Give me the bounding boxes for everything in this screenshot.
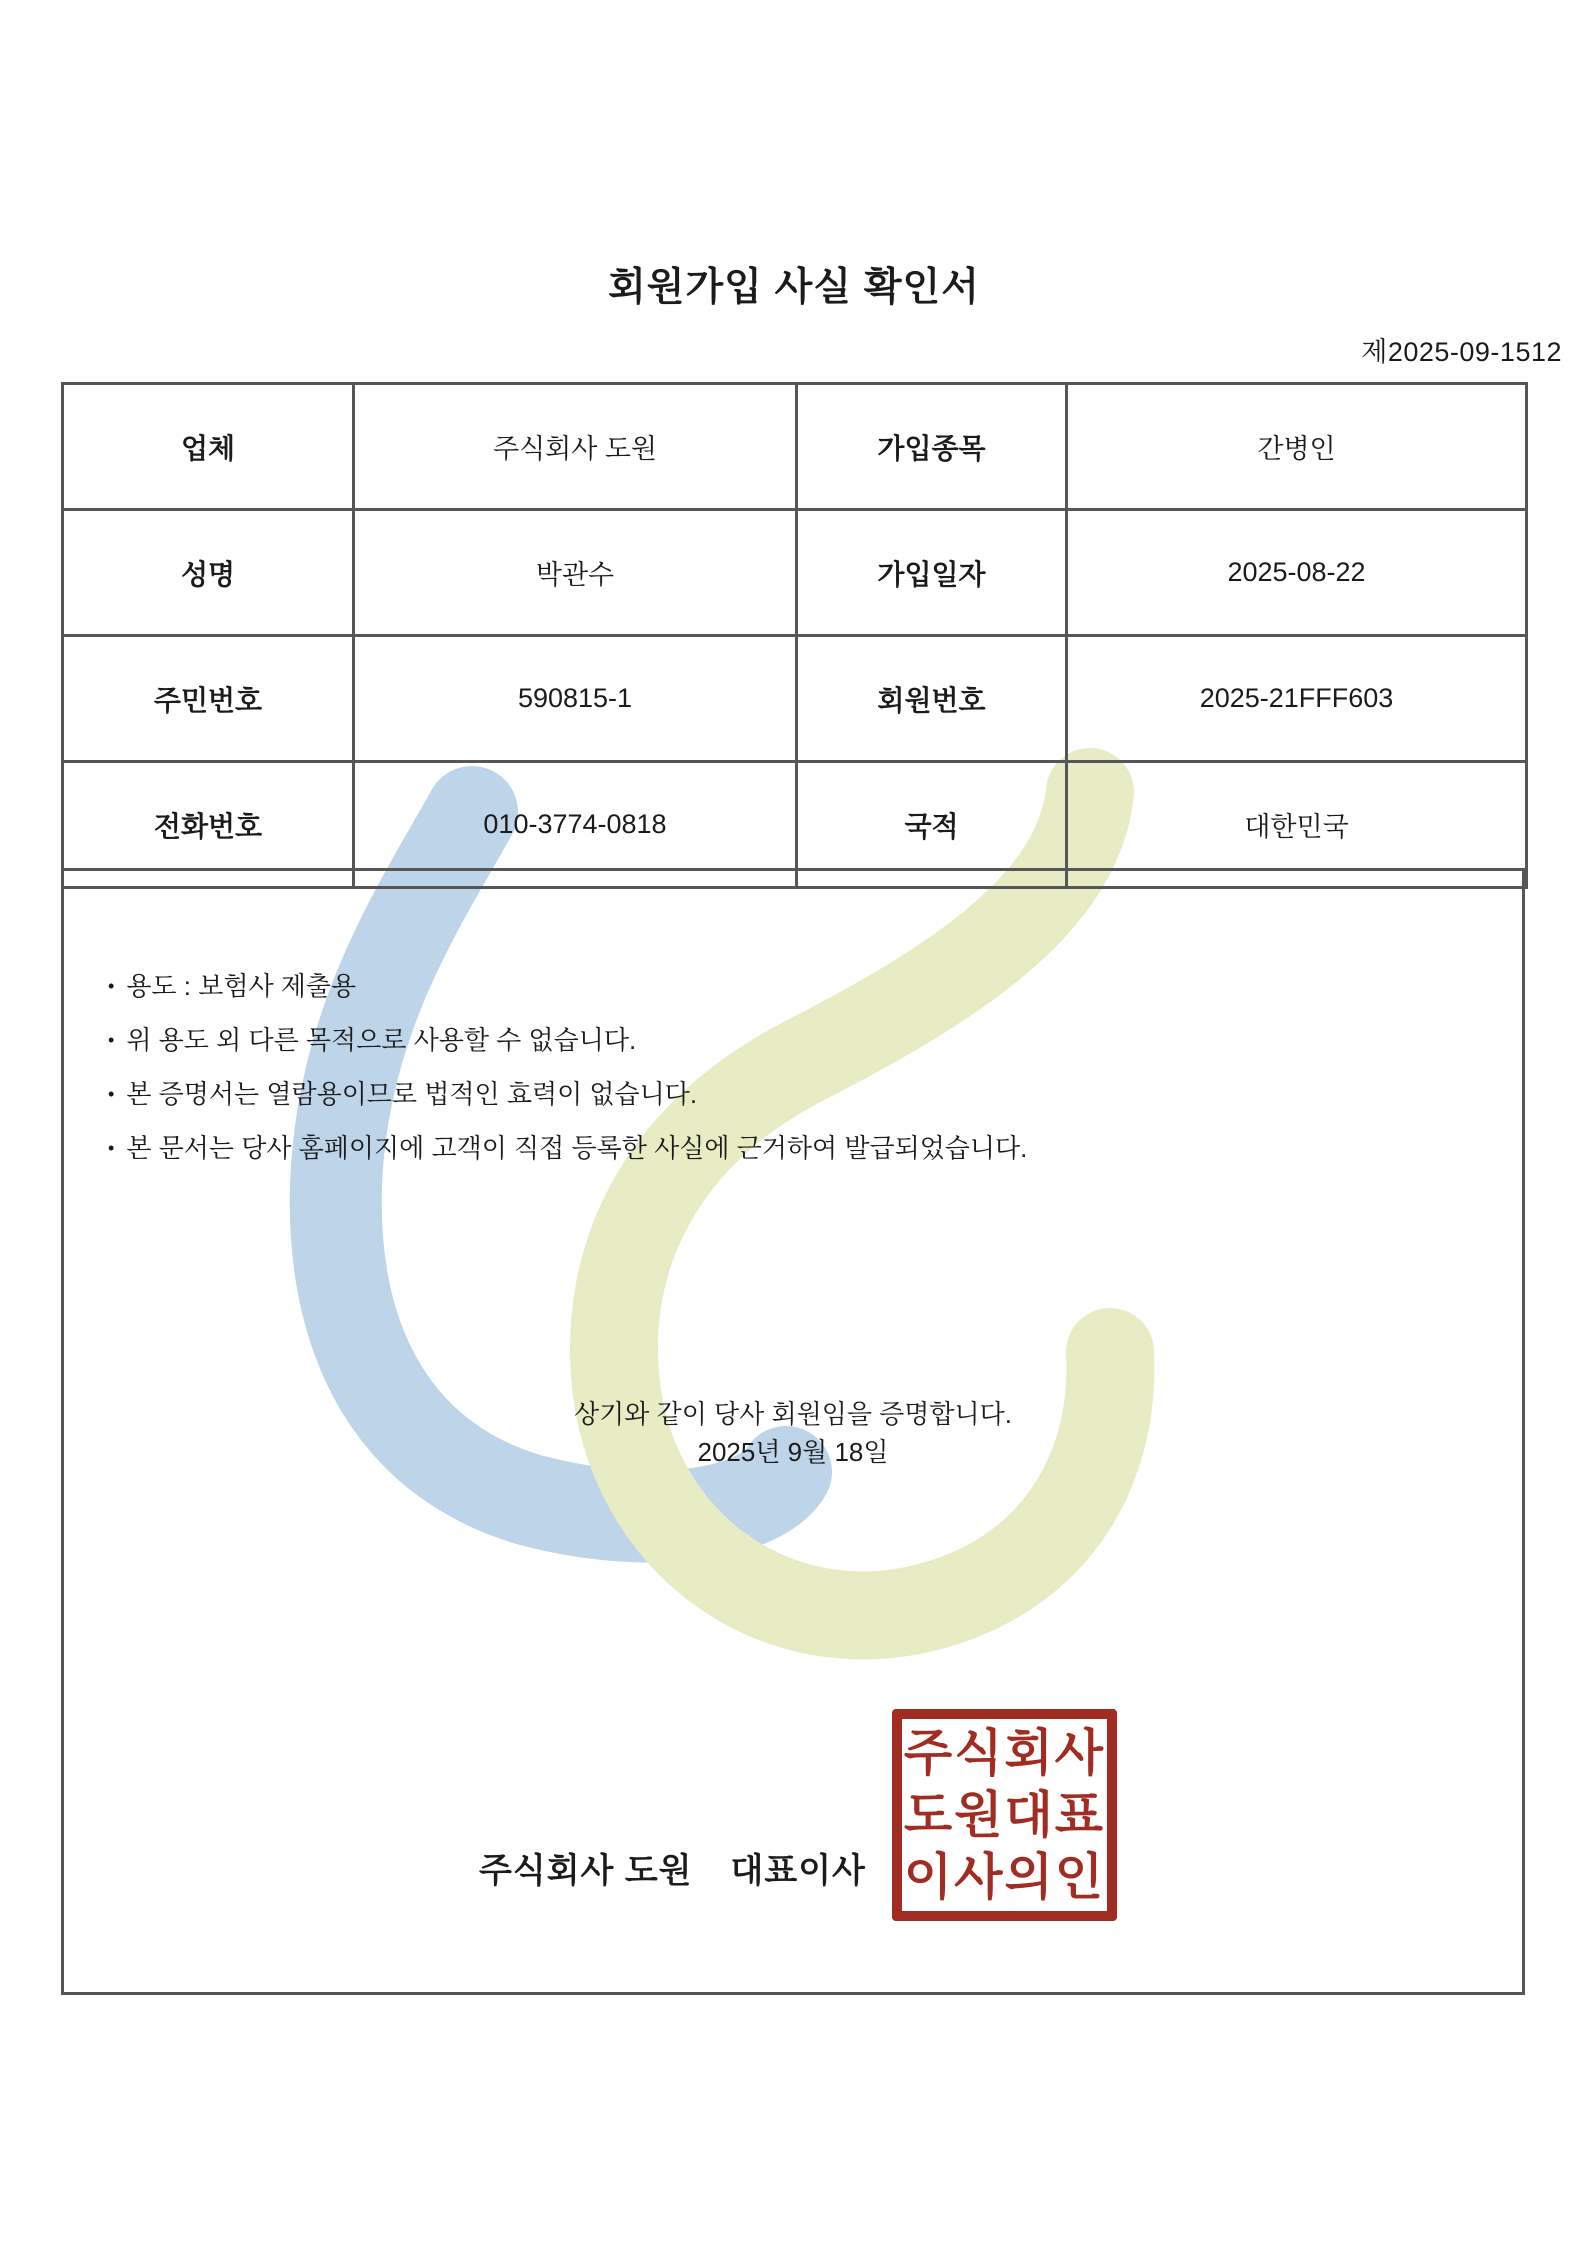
signature-line [479,1843,866,1892]
note-item [108,1025,1027,1055]
company-value: 주식회사 도원 [354,384,797,510]
issue-date: 2025년 9월 18일 [697,1437,889,1467]
note-text: 위 용도 외 다른 목적으로 사용할 수 없습니다. [126,1025,637,1055]
page-title: 회원가입 사실 확인서 [608,266,980,309]
note-text: 본 증명서는 열람용이므로 법적인 효력이 없습니다. [126,1079,698,1109]
document-number: 제2025-09-1512 [1361,337,1562,367]
nationality-value: 대한민국 [1067,762,1527,888]
corporate-seal-stamp [892,1709,1117,1921]
bullet-icon: • [108,1084,115,1104]
bullet-icon: • [108,1030,115,1050]
seal-line: 도원대표 [903,1787,1106,1843]
table-row-resident-id [63,636,1527,762]
join-date-label: 가입일자 [797,510,1067,636]
bullet-icon: • [108,976,115,996]
note-text: 본 문서는 당사 홈페이지에 고객이 직접 등록한 사실에 근거하여 발급되었습니다. [126,1133,1028,1163]
note-item [108,971,1027,1001]
table-row-name [63,510,1527,636]
phone-label: 전화번호 [63,762,354,888]
name-label: 성명 [63,510,354,636]
bullet-icon: • [108,1138,115,1158]
member-info-table [61,382,1528,889]
signature-ceo-title: 대표이사 [730,1852,866,1890]
resident-id-value: 590815-1 [354,636,797,762]
phone-value: 010-3774-0818 [354,762,797,888]
certificate-body-box [61,868,1525,1995]
nationality-label: 국적 [797,762,1067,888]
resident-id-label: 주민번호 [63,636,354,762]
signature-company: 주식회사 도원 [479,1852,693,1890]
member-number-label: 회원번호 [797,636,1067,762]
notes-list [108,971,1027,1187]
note-item [108,1133,1027,1163]
member-number-value: 2025-21FFF603 [1067,636,1527,762]
seal-line: 이사의인 [903,1849,1106,1905]
statement-text: 상기와 같이 당사 회원임을 증명합니다. [574,1399,1012,1429]
seal-line: 주식회사 [903,1725,1106,1781]
name-value: 박관수 [354,510,797,636]
company-label: 업체 [63,384,354,510]
note-text: 용도 : 보험사 제출용 [126,971,357,1001]
join-date-value: 2025-08-22 [1067,510,1527,636]
note-item [108,1079,1027,1109]
membership-type-value: 간병인 [1067,384,1527,510]
membership-type-label: 가입종목 [797,384,1067,510]
certification-statement [64,1395,1522,1471]
table-row-company [63,384,1527,510]
